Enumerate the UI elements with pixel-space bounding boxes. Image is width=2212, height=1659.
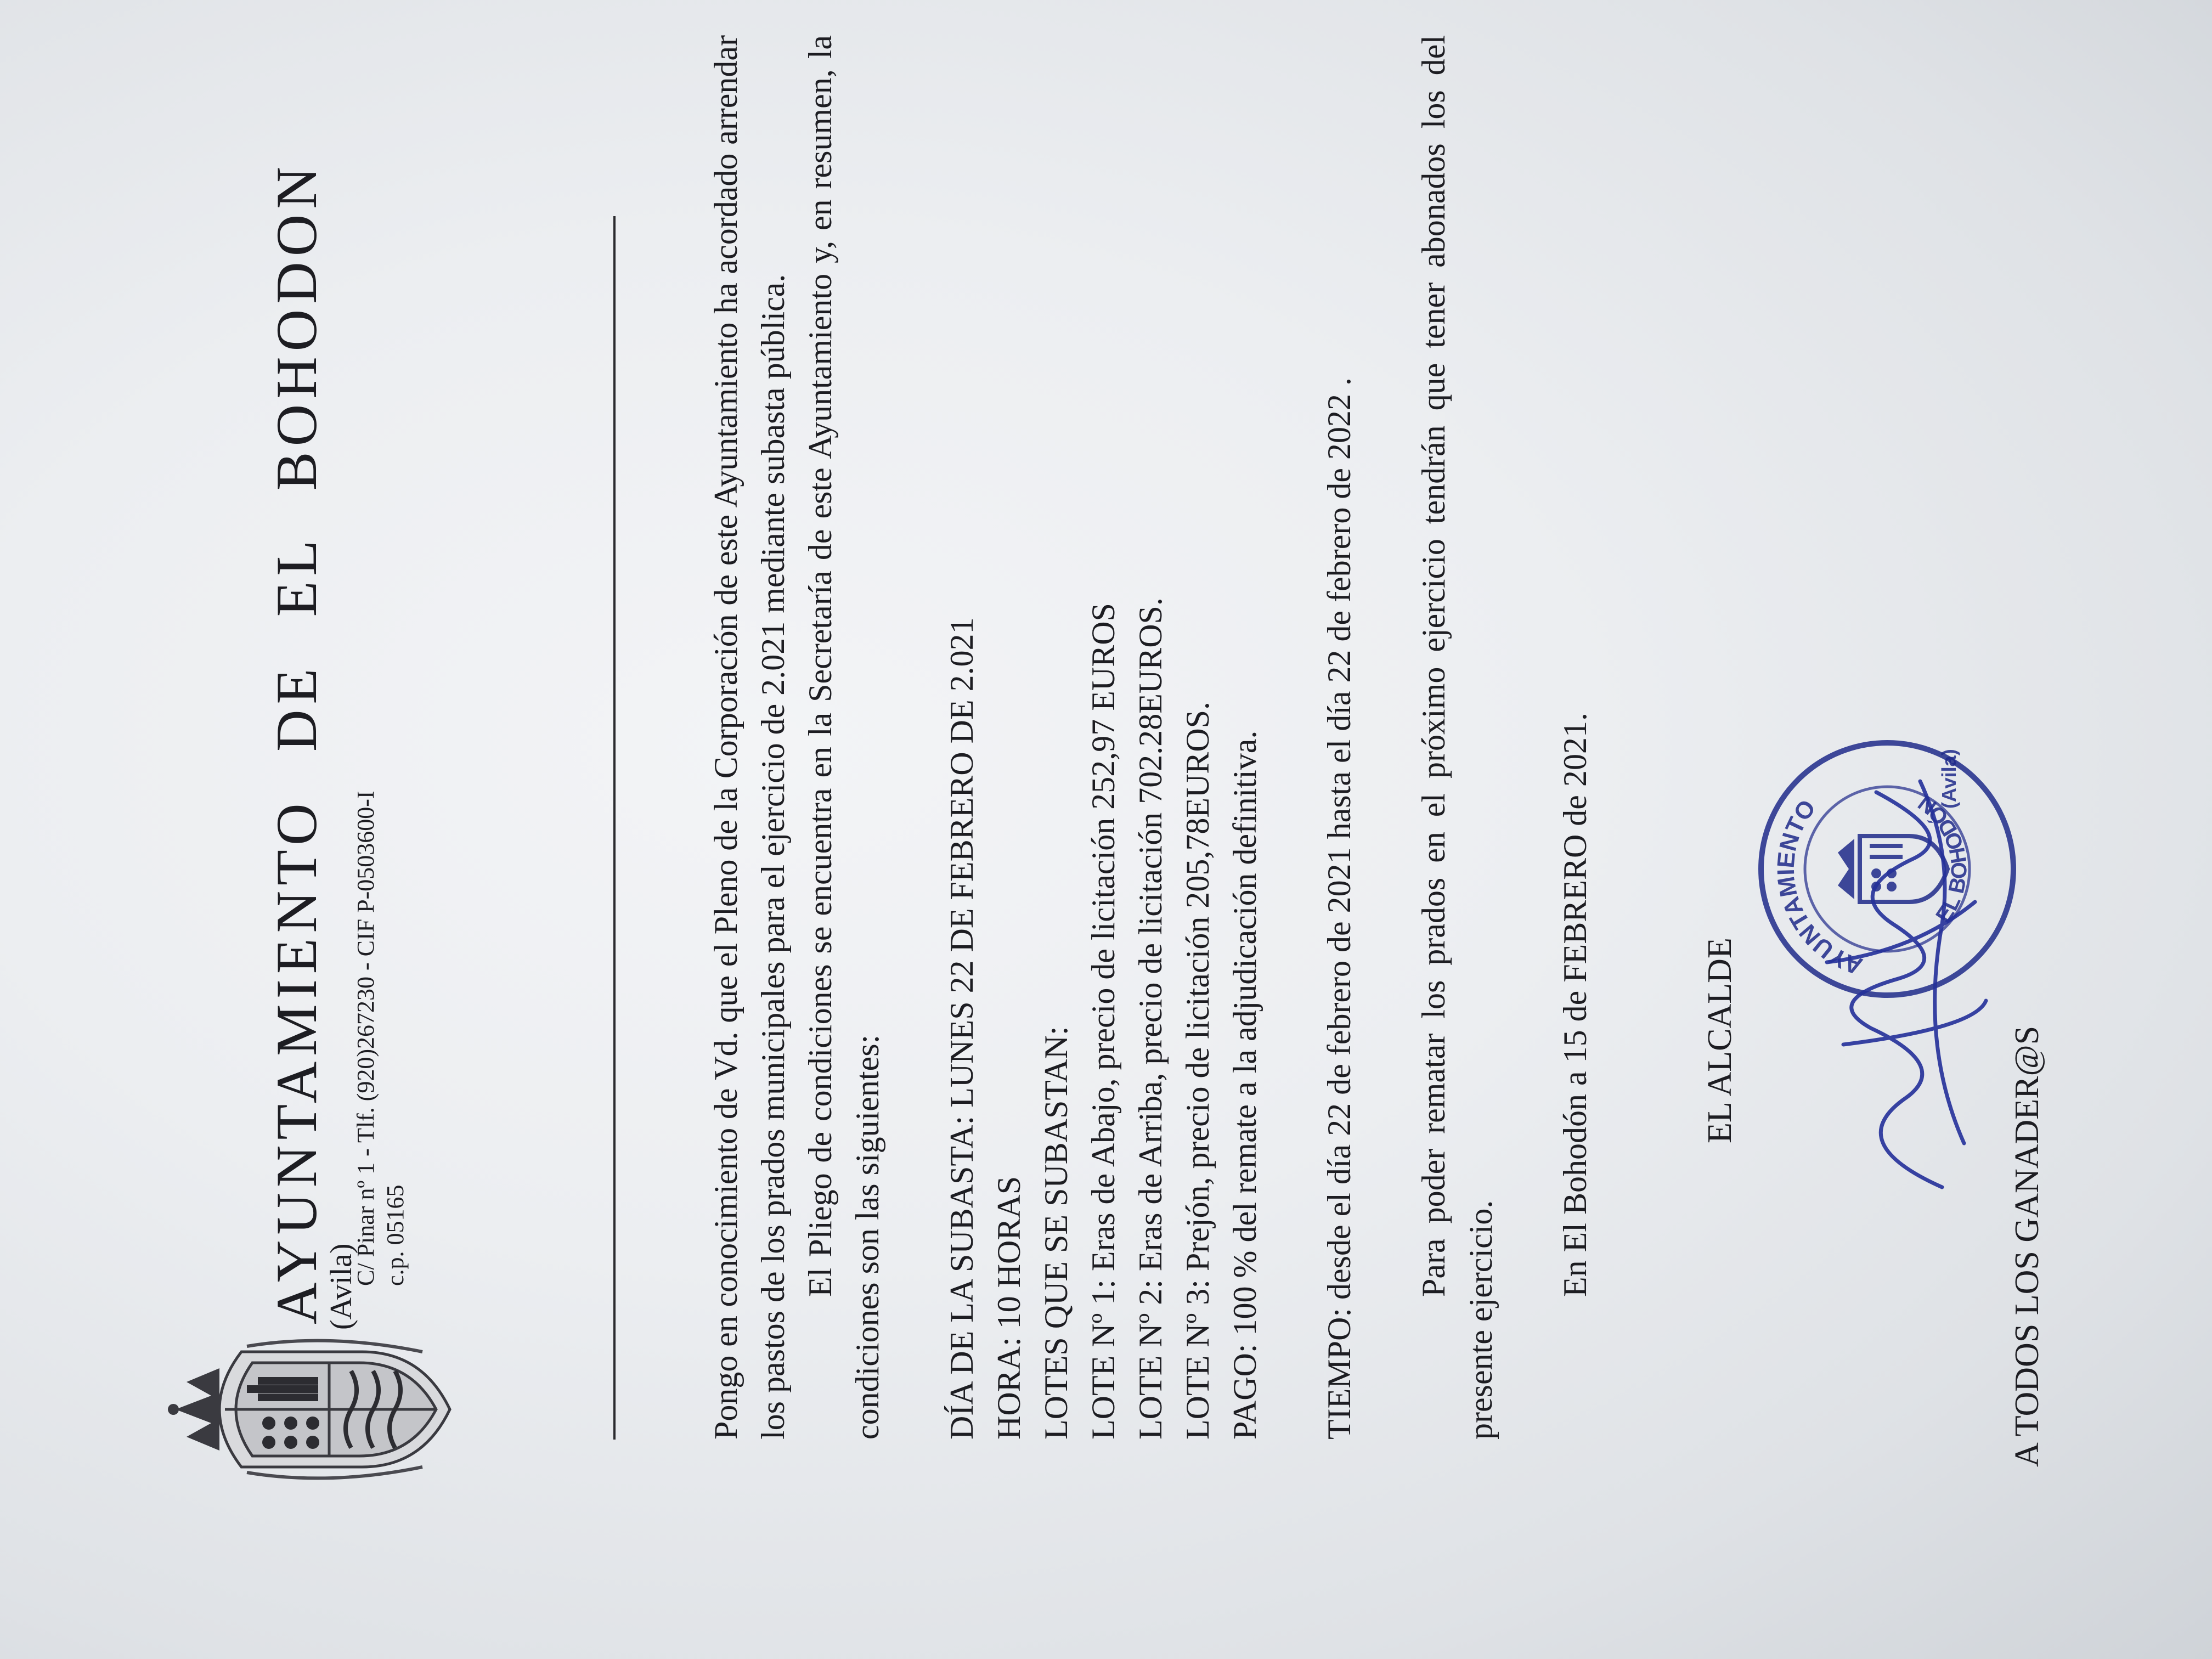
address-block — [351, 518, 410, 1286]
stamp-bottom-text: EL BOHODÓN — [1914, 790, 1972, 928]
notice-body — [702, 35, 1599, 1440]
lot-item: LOTE Nº 2: Eras de Arriba, precio de licitación 702.28EUROS. — [1132, 597, 1169, 1440]
organization-title: AYUNTAMIENTO DE EL BOHODON — [264, 161, 329, 1324]
date-line: En El Bohodón a 15 de FEBRERO de 2021. — [1557, 713, 1593, 1297]
auction-hour: HORA: 10 HORAS — [991, 1176, 1027, 1440]
conditions-paragraph: El Pliego de condiciones se encuentra en la Secretaría de este Ayuntamiento y, en resumen, la condiciones son las siguientes: — [802, 35, 885, 1440]
handwritten-signature-icon — [1778, 759, 1997, 1209]
address-line-2: c.p. 05165 — [382, 1184, 409, 1286]
payment-terms: PAGO: 100 % del remate a la adjudicación definitiva. — [1227, 730, 1263, 1440]
intro-paragraph: Pongo en conocimiento de Vd. que el Pleno de la Corporación de este Ayuntamiento ha acordado arrendar los pastos de los prados municipales para el ejercicio de 2.021 mediante subasta pública. — [708, 35, 791, 1440]
address-line-1: C/ Pinar nº 1 - Tlf. (920)267230 - CIF P-0503600-I — [352, 791, 379, 1286]
time-period: TIEMPO: desde el día 22 de febrero de 2021 hasta el día 22 de febrero de 2022 . — [1321, 377, 1357, 1440]
coat-of-arms-icon — [165, 1330, 472, 1489]
lots-heading: LOTES QUE SE SUBASTAN: — [1038, 1026, 1074, 1440]
stamp-top-text: AYUNTAMIENTO — [1772, 794, 1866, 980]
header-divider — [613, 216, 616, 1440]
signatory-role: EL ALCALDE — [1701, 938, 1739, 1143]
auction-day: DÍA DE LA SUBASTA: LUNES 22 DE FEBRERO DE 2.021 — [944, 617, 980, 1440]
province-label: (Avila) — [324, 1243, 358, 1330]
lot-item: LOTE Nº 3: Prejón, precio de licitación 205,78EUROS. — [1180, 701, 1216, 1440]
recipient-line: A TODOS LOS GANADER@S — [2008, 1025, 2046, 1467]
lot-item: LOTE Nº 1: Eras de Abajo, precio de licitación 252,97 EUROS — [1085, 603, 1121, 1440]
stamp-right-text: (Avila) — [1938, 749, 1960, 809]
requirement-paragraph: Para poder rematar los prados en el próximo ejercicio tendrán que tener abonados los del presente ejercicio. — [1415, 35, 1499, 1440]
